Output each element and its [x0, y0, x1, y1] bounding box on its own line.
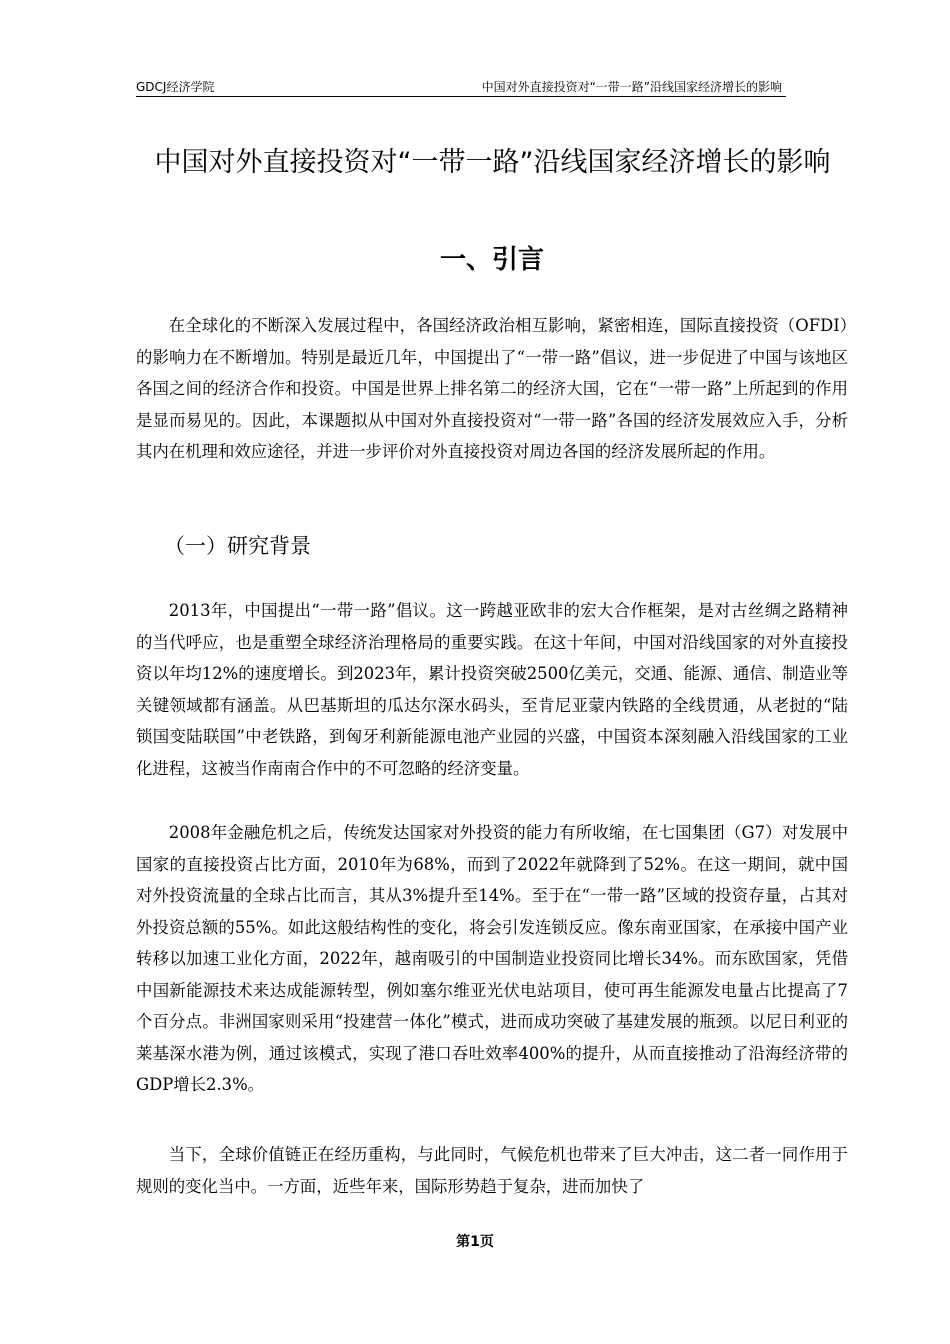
header-institution: GDCJ经济学院 — [136, 80, 215, 94]
background-paragraph: 2013年，中国提出“一带一路”倡议。这一跨越亚欧非的宏大合作框架，是对古丝绸之路精神的当代呼应，也是重塑全球经济治理格局的重要实践。在这十年间，中国对沿线国家的对外直接投资以年均12%的速度增长。到2023年，累计投资突破2500亿美元，交通、能源、通信、制造业等关键领域都有涵盖。从巴基斯坦的瓜达尔深水码头，至肯尼亚蒙内铁路的全线贯通，从老挝的“陆锁国变陆联国”中老铁路，到匈牙利新能源电池产业园的兴盛，中国资本深刻融入沿线国家的工业化进程，这被当作南南合作中的不可忽略的经济变量。 — [136, 601, 848, 778]
page-number: 第1页 — [456, 1234, 494, 1250]
document-title: 中国对外直接投资对“一带一路”沿线国家经济增长的影响 — [154, 147, 831, 178]
subsection-heading: （一）研究背景 — [164, 534, 311, 558]
page-header — [136, 78, 786, 97]
intro-paragraph: 在全球化的不断深入发展过程中，各国经济政治相互影响，紧密相连，国际直接投资（OFDI）的影响力在不断增加。特别是最近几年，中国提出了“一带一路”倡议，进一步促进了中国与该地区各国之间的经济合作和投资。中国是世界上排名第二的经济大国，它在“一带一路”上所起到的作用是显而易见的。因此，本课题拟从中国对外直接投资对“一带一路”各国的经济发展效应入手，分析其内在机理和效应途径，并进一步评价对外直接投资对周边各国的经济发展所起的作用。 — [136, 316, 848, 461]
background-paragraph: 当下，全球价值链正在经历重构，与此同时，气候危机也带来了巨大冲击，这二者一同作用于规则的变化当中。一方面，近些年来，国际形势趋于复杂，进而加快了 — [136, 1145, 848, 1196]
section-heading: 一、引言 — [439, 245, 544, 275]
background-paragraph: 2008年金融危机之后，传统发达国家对外投资的能力有所收缩，在七国集团（G7）对发展中国家的直接投资占比方面，2010年为68%，而到了2022年就降到了52%。在这一期间，就中国对外投资流量的全球占比而言，其从3%提升至14%。至于在“一带一路”区域的投资存量，占其对外投资总额的55%。如此这般结构性的变化，将会引发连锁反应。像东南亚国家，在承接中国产业转移以加速工业化方面，2022年，越南吸引的中国制造业投资同比增长34%。而东欧国家，凭借中国新能源技术来达成能源转型，例如塞尔维亚光伏电站项目，使可再生能源发电量占比提高了7个百分点。非洲国家则采用“投建营一体化”模式，进而成功突破了基建发展的瓶颈。以尼日利亚的莱基深水港为例，通过该模式，实现了港口吞吐效率400%的提升，从而直接推动了沿海经济带的GDP增长2.3%。 — [136, 823, 848, 1094]
header-running-title: 中国对外直接投资对“一带一路”沿线国家经济增长的影响 — [481, 80, 782, 94]
